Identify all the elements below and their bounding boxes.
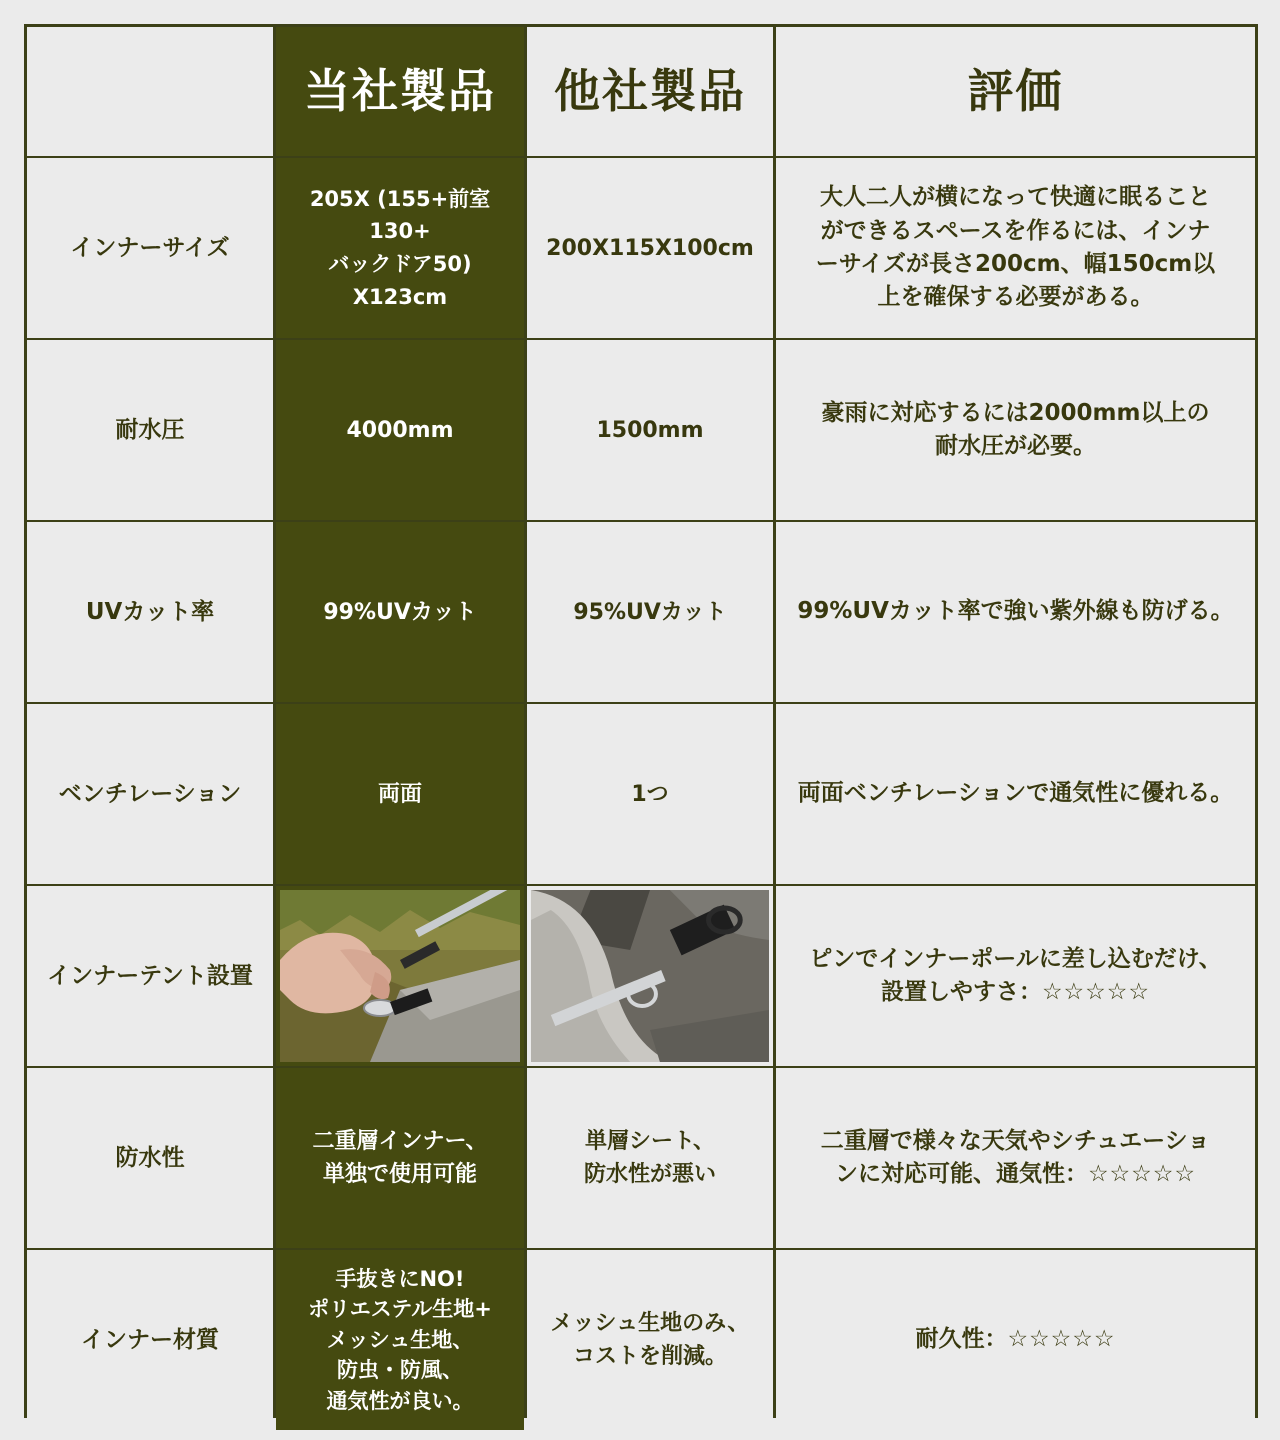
eval-waterproof-line2: ンに対応可能、通気性：: [834, 1161, 1088, 1187]
eval-setup-line2: 設置しやすさ：: [880, 979, 1042, 1005]
row-label-water-pressure: 耐水圧: [27, 340, 273, 520]
eval-waterproof: [776, 1068, 1255, 1248]
eval-inner-tent-setup: [776, 886, 1255, 1066]
metal-hook-photo-image: [531, 890, 769, 1062]
durability-rating-stars: ☆☆☆☆☆: [1007, 1326, 1116, 1353]
eval-ventilation: 両面ベンチレーションで通気性に優れる。: [776, 704, 1255, 884]
header-evaluation: 評価: [776, 27, 1255, 156]
row-label-inner-size: インナーサイズ: [27, 158, 273, 338]
eval-uv-cut: 99%UVカット率で強い紫外線も防げる。: [776, 522, 1255, 702]
row-label-ventilation: ベンチレーション: [27, 704, 273, 884]
breathability-rating-stars: ☆☆☆☆☆: [1087, 1161, 1197, 1187]
others-inner-material: メッシュ生地のみ、 コストを削減。: [527, 1250, 773, 1430]
row-label-waterproof: 防水性: [27, 1068, 273, 1248]
others-uv-cut: 95%UVカット: [527, 522, 773, 702]
row-label-inner-tent-setup: インナーテント設置: [27, 886, 273, 1066]
header-other-product: 他社製品: [527, 27, 773, 156]
ease-rating-stars: ☆☆☆☆☆: [1041, 979, 1151, 1005]
others-ventilation: 1つ: [527, 704, 773, 884]
others-setup-photo: [527, 886, 773, 1066]
eval-inner-material: [776, 1250, 1255, 1430]
others-waterproof: 単層シート、 防水性が悪い: [527, 1068, 773, 1248]
hand-pin-photo-image: [280, 890, 520, 1062]
header-empty-cell: [27, 27, 273, 156]
eval-setup-line1: ピンでインナーポールに差し込むだけ、: [809, 945, 1222, 972]
header-our-product: 当社製品: [276, 27, 524, 156]
eval-inner-size: 大人二人が横になって快適に眠ること ができるスペースを作るには、インナ ーサイズが長さ200cm、幅150cm以 上を確保する必要がある。: [776, 158, 1255, 338]
others-inner-size: 200X115X100cm: [527, 158, 773, 338]
eval-waterproof-line1: 二重層で様々な天気やシチュエーショ: [820, 1127, 1211, 1154]
others-water-pressure: 1500mm: [527, 340, 773, 520]
comparison-table: [24, 24, 1258, 1418]
eval-water-pressure: 豪雨に対応するには2000mm以上の 耐水圧が必要。: [776, 340, 1255, 520]
ours-water-pressure: 4000mm: [276, 340, 524, 520]
ours-inner-size: 205X (155+前室130+ バックドア50) X123cm: [276, 158, 524, 338]
ours-waterproof: 二重層インナー、 単独で使用可能: [276, 1068, 524, 1248]
ours-inner-material: 手抜きにNO! ポリエステル生地+ メッシュ生地、 防虫・防風、 通気性が良い。: [276, 1250, 524, 1430]
ours-setup-photo: [276, 886, 524, 1066]
row-label-uv-cut: UVカット率: [27, 522, 273, 702]
ours-ventilation: 両面: [276, 704, 524, 884]
row-label-inner-material: インナー材質: [27, 1250, 273, 1430]
ours-uv-cut: 99%UVカット: [276, 522, 524, 702]
eval-material-line1: 耐久性：: [915, 1326, 1008, 1353]
